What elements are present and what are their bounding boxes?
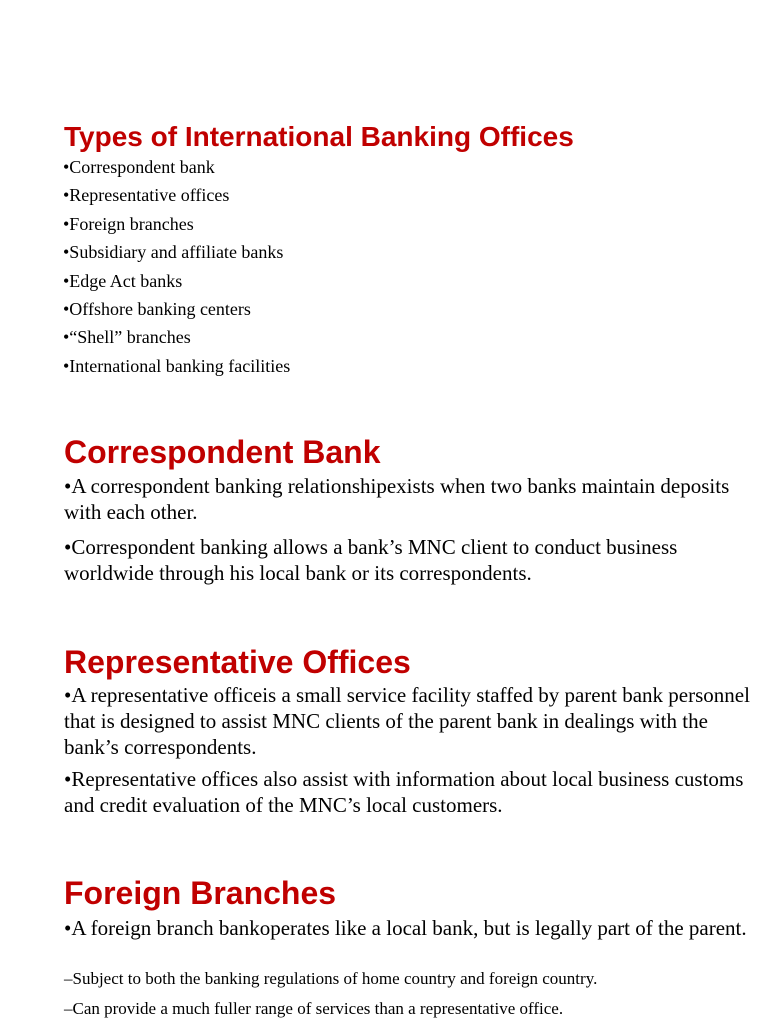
types-list <box>63 155 290 382</box>
types-heading: Types of International Banking Offices <box>64 121 574 152</box>
types-list-item: •Representative offices <box>63 185 230 206</box>
types-list-item: •Correspondent bank <box>63 157 215 177</box>
types-list-item: •International banking facilities <box>63 355 291 376</box>
types-list-item: •Offshore banking centers <box>63 298 251 319</box>
types-list-item: •Foreign branches <box>63 213 194 234</box>
representative-paragraph: •A representative officeis a small service facility staffed by parent bank personnel that is designed to assist MNC clients of the parent bank in dealings with the bank’s correspondents. <box>64 683 750 759</box>
correspondent-paragraph: •A correspondent banking relationshipexists when two banks maintain deposits with each other. <box>64 474 730 524</box>
foreign-branches-heading: Foreign Branches <box>64 875 337 911</box>
foreign-branches-paragraph: •A foreign branch bankoperates like a local bank, but is legally part of the parent. <box>64 916 747 940</box>
types-list-item: •Edge Act banks <box>63 270 183 291</box>
foreign-branches-sub-item: –Subject to both the banking regulations of home country and foreign country. <box>64 969 598 988</box>
correspondent-paragraph: •Correspondent banking allows a bank’s MNC client to conduct business worldwide through his local bank or its correspondents. <box>64 535 678 585</box>
correspondent-heading: Correspondent Bank <box>64 434 381 470</box>
representative-paragraph: •Representative offices also assist with information about local business customs and credit evaluation of the MNC’s local customers. <box>64 767 744 817</box>
types-list-item: •Subsidiary and affiliate banks <box>63 242 284 263</box>
foreign-branches-sub-item: –Can provide a much fuller range of services than a representative office. <box>64 999 564 1018</box>
representative-heading: Representative Offices <box>64 644 411 680</box>
types-list-item: •“Shell” branches <box>63 327 191 348</box>
